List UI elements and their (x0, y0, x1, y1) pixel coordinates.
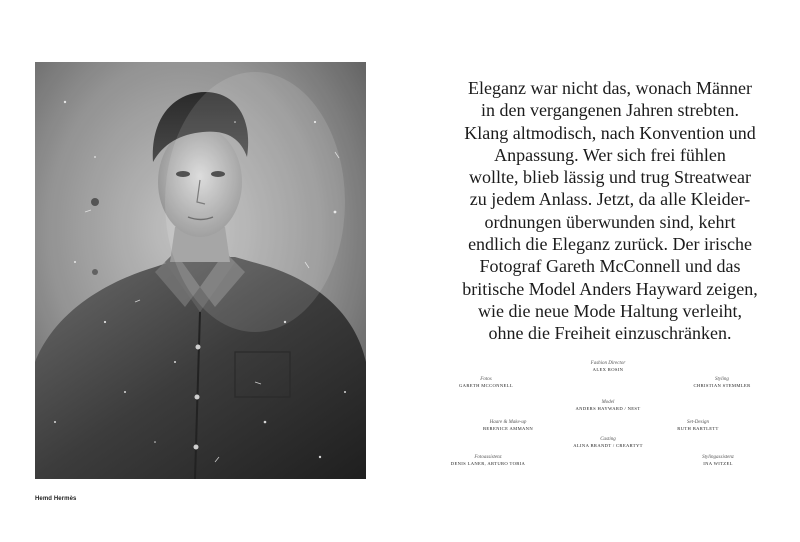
credit-role: Fotoassistenz (474, 455, 502, 460)
portrait-photo (35, 62, 366, 479)
credit-role: Stylingassistenz (702, 455, 734, 460)
essay-line: ohne die Freiheit einzuschränken. (488, 323, 732, 344)
essay-line: Klang altmodisch, nach Konvention und (464, 122, 756, 143)
credit-role: Model (601, 400, 615, 405)
essay-line: wollte, blieb lässig und trug Streatwear (469, 167, 751, 188)
credit-name: ANDERS HAYWARD / NEST (575, 406, 641, 411)
credit-role: Casting (600, 437, 616, 442)
essay-line: Anpassung. Wer sich frei fühlen (494, 144, 726, 165)
credit-role: Set-Design (687, 420, 709, 425)
essay-line: ordnungen überwunden sind, kehrt (484, 211, 736, 232)
essay (430, 77, 790, 345)
credit-name: CHRISTIAN STEMMLER (693, 383, 751, 388)
credit-styling (694, 377, 751, 389)
credit-role: Haare & Make-up (489, 420, 527, 425)
essay-line: Eleganz war nicht das, wonach Männer (468, 78, 752, 98)
essay-line: britische Model Anders Hayward zeigen, (462, 278, 758, 299)
credit-role: Styling (715, 377, 729, 382)
essay-line: endlich die Eleganz zurück. Der irische (468, 234, 752, 255)
portrait-photo-icon (35, 62, 366, 479)
credit-set-design (677, 420, 718, 432)
credit-name: INA WITZEL (703, 461, 733, 466)
credit-name: DENIS LANER, ARTURO TOBIA (450, 461, 526, 466)
essay-line: Fotograf Gareth McConnell und das (479, 256, 741, 277)
credit-role: Fashion Director (590, 361, 626, 366)
credit-stylingassistenz (702, 455, 734, 467)
credit-name: BERENICE AMMANN (482, 426, 534, 431)
photo-caption: Hemd Hermès (35, 496, 77, 502)
essay-line: in den vergangenen Jahren strebten. (480, 100, 740, 121)
credit-name: RUTH BARTLETT (677, 426, 719, 431)
essay-line: zu jedem Anlass. Jetzt, da alle Kleider- (469, 189, 751, 210)
credit-casting (573, 437, 643, 449)
credit-name: ALEX ROSIN (592, 367, 624, 372)
credit-role: Fotos (480, 377, 492, 382)
credit-fashion-director (591, 361, 626, 373)
credit-fotos (459, 377, 513, 389)
credit-haare-make-up (483, 420, 533, 432)
credit-name: ALINA BRANDT / CREARTYT (573, 443, 643, 448)
credit-model (576, 400, 641, 412)
credit-fotoassistenz (451, 455, 525, 467)
credit-name: GARETH MCCONNELL (459, 383, 513, 388)
essay-line: wie die neue Mode Haltung verleiht, (478, 300, 742, 321)
